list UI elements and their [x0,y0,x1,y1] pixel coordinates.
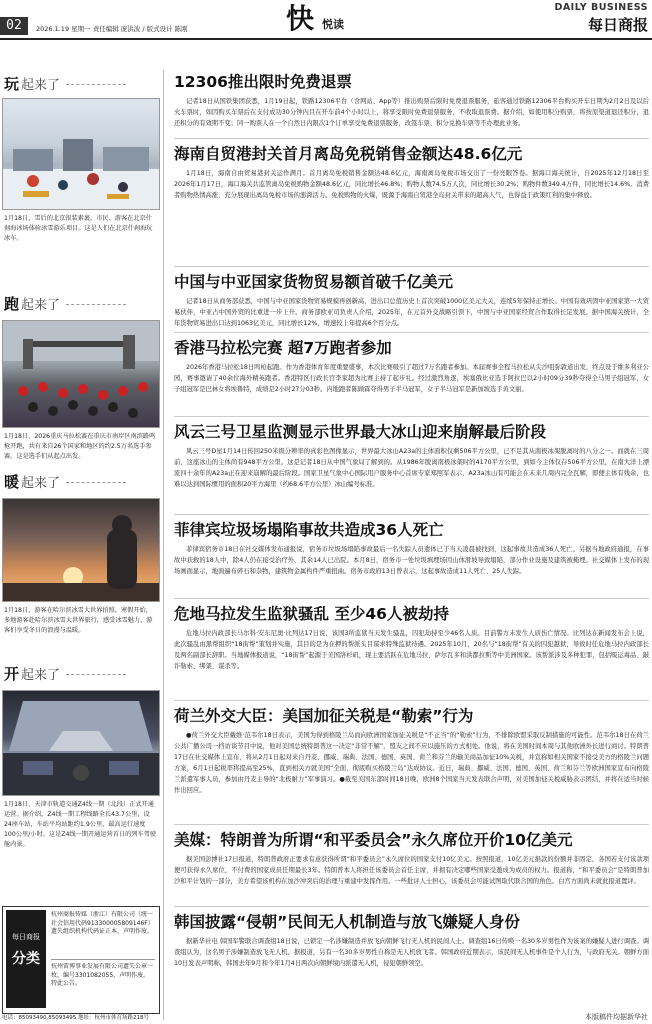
source-credit: 本版稿件均据新华社 [585,1013,648,1021]
classified-logo: 每日商报 分类 [6,910,46,1008]
photo-caption: 1月18日，天津市轨道交通Z4线一期（北段）正式开通运营。据介绍，Z4线一期工程线路全长43.7公里，设24座车站，车站平均站距约1.9公里，最高运行速度100公里/小时。这是Z4线一期开通运营首日的列车驾驶舱内景。 [4,801,157,848]
photo-caption: 1月18日，雪后的北京银装素裹，市民、游客在北京什刹海冰场体验冰雪游乐项目。这是人们在北京什刹海玩冰车。 [4,215,153,242]
article-body: 2026年香港马拉松18日鸣枪起跑。作为香港体育年度重要盛事，本次比赛吸引了超过7万名跑者参加。本届赛事全程马拉松从尖沙咀弥敦道出发，终点设于维多利亚公园，赛事邀请了40余位海外精英跑者。香港特区行政长官李家超为比赛主持了起步礼。经过激烈角逐，埃塞俄比亚选手阿拉巴以2小时09分39秒夺得全马男子组冠军，女子组冠军是巴林女将埃鲁特，成绩是2小时27分03秒。内地跑者陈顾霖夺得男子半马冠军，女子半马冠军是新加坡选手黄文丽。 [174,364,649,393]
section-big-character: 快 [286,2,315,35]
article-body: 据新华社电 韩国军警联合调查组18日说，已锁定一名涉嫌制造并放飞向朝鲜飞行无人机的民间人士。调查组16日传唤一名30多岁男性作为该案的嫌疑人进行调查。调查组认为，这名男子涉嫌制造放飞无人机。据报道，另有一名30多岁男性自称是无人机放飞者。韩国政府近期表示，该民间无人机事件是个人行为，与政府无关。朝鲜方面10日发表声明称，韩国去年9月和今年1月4日两次向朝鲜境内派遣无人机，侵犯朝鲜领空。 [174,938,649,967]
classified-notice: 杭州商报传媒（浙江）有限公司（统一社会信用代码913300005809146F）遗失组织机构代码证正本，声明作废。 [51,911,154,936]
photo-caption: 1月18日，游客在哈尔滨冰雪大世界拍照。寒假开始，多地游客赴哈尔滨冰雪大世界旅行，感受冰雪魅力，游客们享受冬日的浪漫与温暖。 [4,607,153,634]
article-title: 美媒：特朗普为所谓“和平委员会”永久席位开价10亿美元 [174,831,573,849]
article-title: 韩国披露“侵朝”民间无人机制造与放飞嫌疑人身份 [174,913,520,931]
article-title: 香港马拉松完赛 超7万跑者参加 [174,339,392,357]
article-body: 记者18日从商务部获悉，中国与中亚国家货物贸易规模再创新高，进出口总值历史上首次突破1000亿美元大关，连续5年保持正增长。中国有效巩固中亚国家第一大贸易伙伴，中亚占中国外贸的比重进一步上升。商务部欧亚司负责人介绍，2025年，在元首外交战略引领下，中国与中亚国家经贸合作取得长足发展。据中国海关统计，全年货物贸易进出口达到1063亿美元，同比增长12%，增速较上年提高6个百分点。 [174,298,649,327]
article-body: 1月18日，海南自由贸易港封关运作满月。首月离岛免税销售金额达48.6亿元，海南离岛免税市场交出了一份亮眼答卷。据海口海关统计，自2025年12月18日至2026年1月17日，海口海关共监管离岛免税购物金额48.6亿元，同比增长46.8%；购物人数74.5万人次，同比增长30.2%；购物件数349.4万件，同比增长14.6%。消费者购物热情高涨，充分展现出离岛免税市场的澎湃活力。免税购物的火爆，既源于海南自贸港全岛封关带来的超高人气，也得益于政策红利的集中释放。 [174,170,649,199]
paper-name-cn: 每日商报 [587,16,648,34]
page-number: 02 [0,17,28,35]
classified-contact: 电话：85093490,85093495 地址：杭州市体育场路218号 [2,1015,149,1021]
metro-cab-illustration [3,691,159,795]
sidebar-section-title: 暖 起来了 [4,472,126,492]
article [174,604,649,694]
issue-meta: 2026.1.19 星期一 责任编辑 庞洪波 / 版式设计 陈刚 [36,25,188,33]
article [174,72,649,136]
section-subtitle: 悦读 [322,18,344,31]
photo-metro-cab [2,690,160,796]
column-divider [163,70,164,1020]
article [174,272,649,336]
article [174,520,649,596]
sidebar-section-title: 跑 起来了 [4,294,126,314]
article-title: 海南自贸港封关首月离岛免税销售金额达48.6亿元 [174,145,523,163]
article [174,422,649,512]
paper-name-en: DAILY BUSINESS [554,2,648,13]
photo-ice-world [2,498,160,602]
ice-world-illustration [3,499,159,601]
article-body: 风云三号D星1月14日传回250米级分辨率的真彩色图像显示，世界最大冰山A23a的主体面积仅剩506平方公里，已不足其从南极冰架脱离时的八分之一。而就在三周前，这座冰山的主体尚有948平方公里。这是记者18日从中国气象局了解到的。从1986年脱离南极冰架时的4170平方公里，到如今主体仅存506平方公里，在南大洋上漂流四十余年的A23a正在迎来崩解的最后阶段。国家卫星气象中心国际用户服务中心首席专家郑照军表示，A23a冰山有可能会在未来几周内完全瓦解，即便主体有残余，也难以达到国际惯用的面积20平方海里（约68.6平方公里）冰山编号标准。 [174,448,649,488]
article [174,830,649,904]
article-body: 危地马拉内政部长马尔科·安东尼奥·比列达17日说，该国3所监狱当天发生骚乱，囚犯劫持至少46名人质。目前警方未发生人质伤亡情况。比列达在新闻发布会上说，此次骚乱由黑帮组织“18街帮”策划并实施，其目的是为在押的帮派头目谋求特殊监狱待遇。2025年10月，20名与“18街帮”有关的囚犯越狱，导致时任危地马拉内政部长及两名副部长辞职。当地媒体报道说，“18街帮”起源于美国洛杉矶，现主要活跃在危地马拉、萨尔瓦多和洪都拉斯等中美洲国家。该帮派涉及多种犯罪，包括贩运毒品、敲诈勒索、绑架、谋杀等。 [174,630,649,670]
classified-ad-box [2,906,160,1014]
marathon-illustration [3,321,159,427]
article-title: 风云三号卫星监测显示世界最大冰山迎来崩解最后阶段 [174,423,547,441]
article-body: ●荷兰外交大臣戴维·范韦尔18日表示，美国为得到格陵兰岛而向欧洲国家加征关税是“不正当”的“勒索”行为，不排除欧盟采取反制措施的可能性。范韦尔18日在荷兰公共广播公司一档访谈节目中说，他对美国总统特朗普这一决定“非常不解”，盟友之间不应以施压的方式相处。他说，将在美国时间本周与其他欧洲外长进行商讨。特朗普17日在社交媒体上宣布，将从2月1日起对来自丹麦、挪威、瑞典、法国、德国、英国、荷兰和芬兰的输美商品加征10%关税，并宣称如相关国家不接受美方的格陵兰问题方案，6月1日起税率将提高至25%，直到相关方就美国“全面、彻底购买格陵兰岛”达成协议。近日，瑞典、挪威、法国、德国、英国、荷兰和芬兰等欧洲国家宣布向格陵兰派遣军事人员，参加由丹麦主导的“北极耐力”军事演习。●截至美国东部时间18日晚，欧洲8个国家当天发表联合声明，对美国加征关税威胁表示团结，并将在适当时候作出回应。 [174,732,649,794]
photo-caption: 1月18日，2026重庆马拉松赛在重庆市南岸区南滨路鸣枪开跑，共有来自26个国家和地区的约2.5万名选手参赛。这是选手们从起点出发。 [4,433,156,460]
section-masthead [286,2,376,36]
article [174,912,649,1012]
sidebar-section-title: 开 起来了 [4,664,126,684]
article-title: 12306推出限时免费退票 [174,73,352,91]
page-header [0,0,652,40]
sidebar-section-title: 玩 起来了 [4,74,126,94]
article-title: 中国与中亚国家货物贸易额首破千亿美元 [174,273,454,291]
photo-marathon [2,320,160,428]
article-body: 菲律宾宿务市18日在社交媒体发布通报说，宿务市垃圾场塌陷事故最后一名失踪人员遗体已于当天凌晨被找到，这起事故共造成36人死亡。另据当地政府通报，在事故中获救的18人中，除4人仍在接受治疗外，其余14人已出院。本月8日，宿务市一处垃圾填埋场因山体滑坡导致塌陷，部分作业设施及建筑被掩埋。社交媒体上发布的现场画面显示，地面遍布碎石和杂物，建筑物金属构件严重扭曲。宿务市政府13日曾表示，这起事故造成11人死亡、25人失踪。 [174,546,649,575]
photo-ice-rink [2,98,160,210]
ice-rink-illustration [3,99,159,209]
article-body: 记者18日从国铁集团获悉，1月19日起，铁路12306平台（含网站、App等）推出购票后限时免费退票服务，旅客通过铁路12306平台购买开车日期为2月2日及以后火车票时，如因购买车票后在支付成功30分钟内且在开车前4个小时以上，将享受限时免费退票服务，不收取退票费。据介绍，如使用积分购票，将按原渠道退还积分，退还积分的有效期不变；同一购票人在一个自然日内限次1个订单享受免费退票服务，改签车票、积分兑换车票等不办理此业务。 [174,98,649,127]
article [174,338,649,414]
article-title: 危地马拉发生监狱骚乱 至少46人被劫持 [174,605,449,623]
photo-sidebar [0,70,160,1020]
article-title: 荷兰外交大臣：美国加征关税是“勒索”行为 [174,707,474,725]
article [174,144,649,270]
article-title: 菲律宾垃圾场塌陷事故共造成36人死亡 [174,521,444,539]
article-body: 据美国彭博社17日报道，特朗普政府正要求有意获得所谓“和平委员会”永久席位的国家支付10亿美元。按照报道，10亿美元捐款的份额并非固定，各国若支付该款项便可获得永久席位，不付费的国家成员任期最长3年。特朗普本人将担任该委员会首任主席，并拥有决定哪些国家受邀成为成员的权力。报道称，“和平委员会”是特朗普加沙和平计划的一部分，美方希望该机构在加沙冲突后的治理与重建中发挥作用。一些批评人士担心，该委员会可能试图取代联合国的角色。白宫方面尚未就此报道置评。 [174,856,649,885]
classified-notice: 杭州雷博事业发展有限公司遗失公章一枚，编号3301082055，声明作废。特此公告。 [51,963,154,988]
article [174,706,649,824]
